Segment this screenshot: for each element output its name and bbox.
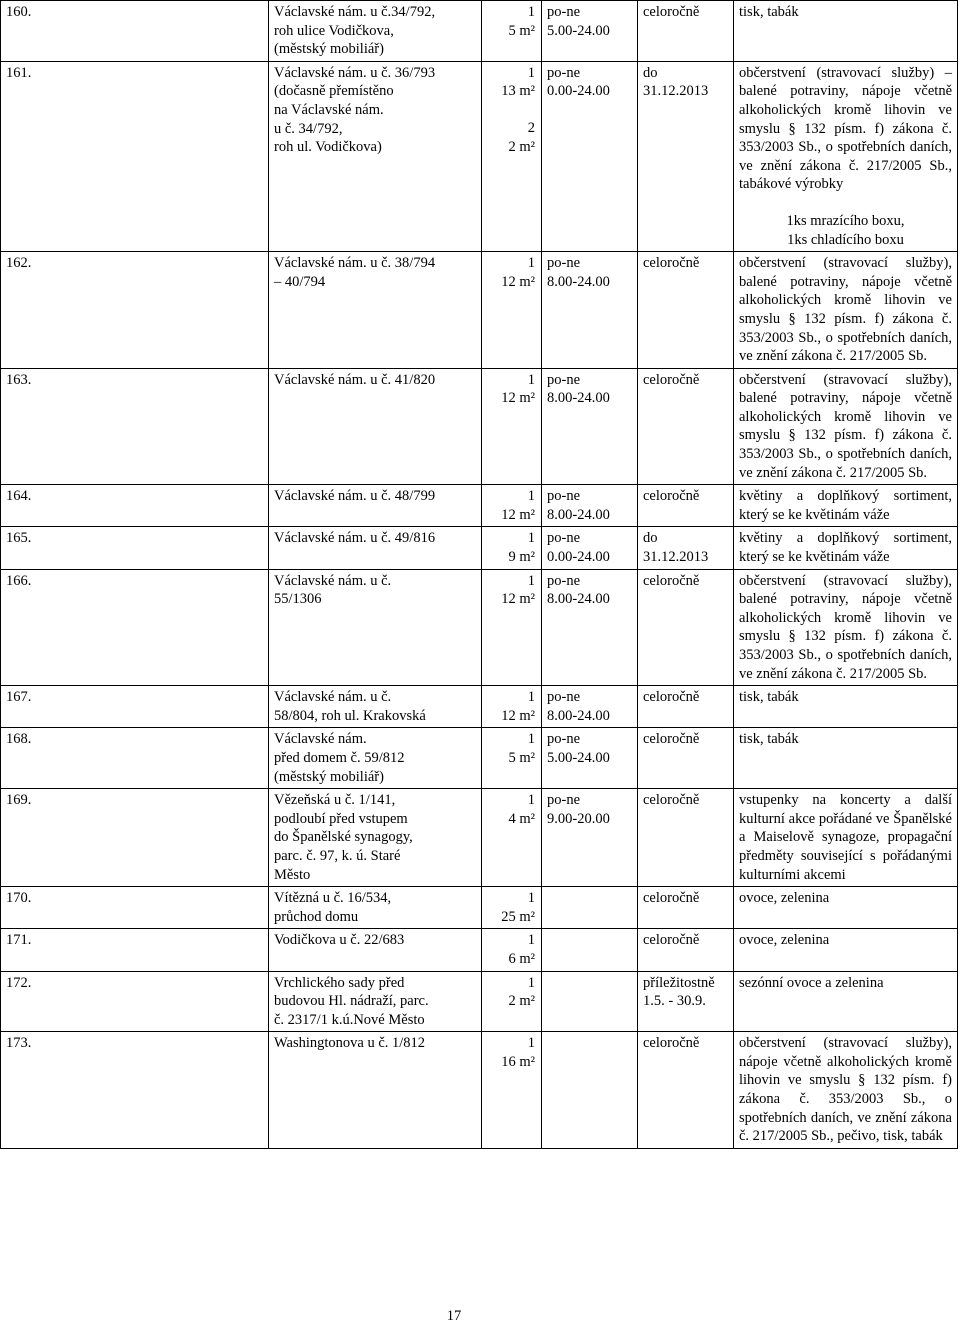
- goods-description: [734, 485, 958, 527]
- address-line: parc. č. 97, k. ú. Staré: [274, 847, 401, 864]
- address-line: průchod domu: [274, 908, 359, 925]
- goods-text: občerstvení (stravovací služby), balené potraviny, nápoje včetně alkoholických kromě lihovin ve smyslu § 132 písm. f) zákona č. 353/2003 Sb., o spotřebních daních, ve znění zákona č. 217/2005 Sb.: [739, 371, 952, 481]
- address-line: Vítězná u č. 16/534,: [274, 890, 392, 907]
- area-size: [482, 569, 542, 686]
- goods-text: květiny a doplňkový sortiment, který se ke květinám váže: [739, 488, 952, 523]
- period-line: 31.12.2013: [643, 549, 709, 566]
- address-line: před domem č. 59/812: [274, 749, 405, 766]
- area-value: 5 m²: [508, 22, 535, 39]
- area-value: 12 m²: [501, 273, 535, 290]
- area-count: 1: [527, 371, 535, 388]
- hours-line: 5.00-24.00: [547, 22, 610, 39]
- hours-line: 8.00-24.00: [547, 707, 610, 724]
- opening-hours: [542, 929, 638, 971]
- goods-text: květiny a doplňkový sortiment, který se ke květinám váže: [739, 530, 952, 566]
- period-line: do: [643, 530, 658, 547]
- area-value: 12 m²: [501, 506, 535, 523]
- period-line: celoročně: [643, 488, 700, 505]
- spacer: [487, 101, 535, 119]
- row-number: 161.: [1, 61, 269, 251]
- address-line: Václavské nám. u č. 49/816: [274, 530, 436, 547]
- area-value: 2 m²: [508, 138, 535, 155]
- location-address: [269, 368, 482, 485]
- address-line: Město: [274, 866, 311, 883]
- area-size: [482, 1, 542, 62]
- address-line: Václavské nám.: [274, 731, 367, 748]
- period-line: celoročně: [643, 792, 700, 809]
- goods-text: občerstvení (stravovací služby), balené potraviny, nápoje včetně alkoholických kromě lihovin ve smyslu § 132 písm. f) zákona č. 353/2003 Sb., o spotřebních daních, ve znění zákona č. 217/2005 Sb.: [739, 255, 952, 365]
- address-line: Václavské nám. u č. 41/820: [274, 371, 436, 388]
- address-line: Václavské nám. u č. 38/794: [274, 255, 436, 272]
- hours-line: 8.00-24.00: [547, 506, 610, 523]
- address-line: podloubí před vstupem: [274, 810, 408, 827]
- hours-line: po-ne: [547, 488, 581, 505]
- opening-hours: [542, 485, 638, 527]
- hours-line: 8.00-24.00: [547, 273, 610, 290]
- goods-description: [734, 1032, 958, 1149]
- goods-description: [734, 971, 958, 1032]
- opening-hours: [542, 789, 638, 887]
- opening-hours: [542, 887, 638, 929]
- address-line: Vrchlického sady před: [274, 974, 405, 991]
- sale-period: [638, 1032, 734, 1149]
- address-line: Václavské nám. u č. 48/799: [274, 488, 436, 505]
- sale-period: [638, 1, 734, 62]
- address-line: (městský mobiliář): [274, 41, 384, 58]
- area-value: 25 m²: [501, 908, 535, 925]
- goods-text: občerstvení (stravovací služby), balené potraviny, nápoje včetně alkoholických kromě lihovin ve smyslu § 132 písm. f) zákona č. 353/2003 Sb., o spotřebních daních, ve znění zákona č. 217/2005 Sb.: [739, 572, 952, 682]
- hours-line: 0.00-24.00: [547, 83, 610, 100]
- hours-line: po-ne: [547, 689, 581, 706]
- location-address: [269, 1, 482, 62]
- table-row: [1, 1032, 958, 1149]
- area-count: 1: [527, 731, 535, 748]
- goods-description: [734, 789, 958, 887]
- address-line: do Španělské synagogy,: [274, 829, 413, 846]
- sale-period: [638, 252, 734, 369]
- area-count: 1: [527, 1035, 535, 1052]
- goods-text: občerstvení (stravovací služby), nápoje včetně alkoholických kromě lihovin ve smyslu § 132 písm. f) zákona č. 353/2003 Sb., o spotřebních daních, ve znění zákona č. 217/2005 Sb., pečivo, tisk, tabák: [739, 1035, 952, 1145]
- row-number: 165.: [1, 527, 269, 569]
- period-line: celoročně: [643, 371, 700, 388]
- area-value: 9 m²: [508, 549, 535, 566]
- sale-period: [638, 789, 734, 887]
- row-number: 173.: [1, 1032, 269, 1149]
- table-row: [1, 485, 958, 527]
- area-size: [482, 1032, 542, 1149]
- address-line: na Václavské nám.: [274, 101, 384, 118]
- opening-hours: [542, 252, 638, 369]
- row-number: 168.: [1, 728, 269, 789]
- hours-line: po-ne: [547, 371, 581, 388]
- hours-line: po-ne: [547, 792, 581, 809]
- area-value: 13 m²: [501, 83, 535, 100]
- goods-note: 1ks chladícího boxu: [787, 231, 904, 248]
- opening-hours: [542, 1032, 638, 1149]
- area-size: [482, 61, 542, 251]
- area-count: 1: [527, 4, 535, 20]
- goods-text: občerstvení (stravovací služby) – balené potraviny, nápoje včetně alkoholických kromě lihovin ve smyslu § 132 písm. f) zákona č. 353/2003 Sb., o spotřebních daních, ve znění zákona č. 217/2005 Sb., tabákové výrobky: [739, 64, 952, 193]
- location-address: [269, 61, 482, 251]
- address-line: (městský mobiliář): [274, 768, 384, 785]
- area-count: 1: [527, 64, 535, 81]
- row-number: 170.: [1, 887, 269, 929]
- hours-line: po-ne: [547, 530, 581, 547]
- sale-period: [638, 686, 734, 728]
- goods-description: [734, 252, 958, 369]
- location-address: [269, 686, 482, 728]
- opening-hours: [542, 686, 638, 728]
- period-line: celoročně: [643, 255, 700, 272]
- area-count: 1: [527, 890, 535, 907]
- period-line: celoročně: [643, 731, 700, 748]
- table-row: [1, 686, 958, 728]
- area-size: [482, 485, 542, 527]
- area-size: [482, 887, 542, 929]
- period-line: celoročně: [643, 1035, 700, 1052]
- area-count: 1: [527, 572, 535, 589]
- area-size: [482, 789, 542, 887]
- goods-description: [734, 929, 958, 971]
- goods-text: ovoce, zelenina: [739, 932, 830, 949]
- address-line: – 40/794: [274, 273, 326, 290]
- period-line: celoročně: [643, 890, 700, 907]
- goods-note: 1ks mrazícího boxu,: [786, 212, 905, 229]
- area-value: 6 m²: [508, 950, 535, 967]
- area-value: 12 m²: [501, 707, 535, 724]
- period-line: 1.5. - 30.9.: [643, 993, 706, 1010]
- row-number: 167.: [1, 686, 269, 728]
- sale-period: [638, 527, 734, 569]
- period-line: 31.12.2013: [643, 83, 709, 100]
- address-line: roh ulice Vodičkova,: [274, 22, 394, 39]
- area-value: 12 m²: [501, 591, 535, 608]
- area-value: 4 m²: [508, 810, 535, 827]
- area-count: 1: [527, 932, 535, 949]
- address-line: Washingtonova u č. 1/812: [274, 1035, 426, 1052]
- area-count: 1: [527, 689, 535, 706]
- goods-text: tisk, tabák: [739, 4, 799, 20]
- address-line: 55/1306: [274, 591, 322, 608]
- table-row: [1, 971, 958, 1032]
- period-line: celoročně: [643, 4, 700, 20]
- hours-line: po-ne: [547, 731, 581, 748]
- hours-line: 0.00-24.00: [547, 549, 610, 566]
- hours-line: po-ne: [547, 64, 581, 81]
- location-address: [269, 527, 482, 569]
- goods-text: ovoce, zelenina: [739, 890, 830, 907]
- address-line: roh ul. Vodičkova): [274, 139, 382, 156]
- table-row: [1, 61, 958, 251]
- goods-description: [734, 1, 958, 62]
- period-line: příležitostně: [643, 974, 715, 991]
- address-line: Václavské nám. u č. 36/793: [274, 64, 436, 81]
- row-number: 164.: [1, 485, 269, 527]
- area-value: 2 m²: [508, 993, 535, 1010]
- row-number: 172.: [1, 971, 269, 1032]
- area-count: 2: [527, 119, 535, 136]
- goods-text: tisk, tabák: [739, 731, 799, 748]
- row-number: 169.: [1, 789, 269, 887]
- location-address: [269, 728, 482, 789]
- table-row: [1, 527, 958, 569]
- period-line: celoročně: [643, 932, 700, 949]
- sale-period: [638, 728, 734, 789]
- area-count: 1: [527, 488, 535, 505]
- goods-description: [734, 728, 958, 789]
- area-size: [482, 971, 542, 1032]
- goods-text: tisk, tabák: [739, 689, 799, 706]
- opening-hours: [542, 728, 638, 789]
- table-row: [1, 789, 958, 887]
- area-size: [482, 929, 542, 971]
- goods-text: sezónní ovoce a zelenina: [739, 974, 884, 991]
- address-line: č. 2317/1 k.ú.Nové Město: [274, 1011, 425, 1028]
- opening-hours: [542, 569, 638, 686]
- location-address: [269, 789, 482, 887]
- sale-period: [638, 971, 734, 1032]
- table-row: [1, 569, 958, 686]
- row-number: 166.: [1, 569, 269, 686]
- table-row: [1, 887, 958, 929]
- sale-period: [638, 569, 734, 686]
- row-number: 171.: [1, 929, 269, 971]
- sale-period: [638, 485, 734, 527]
- hours-line: 8.00-24.00: [547, 390, 610, 407]
- address-line: Václavské nám. u č.: [274, 572, 392, 589]
- location-address: [269, 252, 482, 369]
- hours-line: 5.00-24.00: [547, 749, 610, 766]
- table-body: [1, 1, 958, 1149]
- area-size: [482, 368, 542, 485]
- table-row: [1, 368, 958, 485]
- period-line: celoročně: [643, 572, 700, 589]
- sale-period: [638, 929, 734, 971]
- hours-line: 8.00-24.00: [547, 591, 610, 608]
- area-size: [482, 728, 542, 789]
- location-address: [269, 1032, 482, 1149]
- table-row: [1, 929, 958, 971]
- page-number: 17: [446, 1308, 462, 1324]
- address-line: Vodičkova u č. 22/683: [274, 932, 405, 949]
- location-address: [269, 485, 482, 527]
- row-number: 162.: [1, 252, 269, 369]
- sale-period: [638, 887, 734, 929]
- location-address: [269, 929, 482, 971]
- location-address: [269, 569, 482, 686]
- opening-hours: [542, 527, 638, 569]
- period-line: do: [643, 64, 658, 81]
- goods-text: vstupenky na koncerty a další kulturní akce pořádané ve Španělské a Maiselově synagoze, propagační předměty související s pořádanými kulturními akcemi: [739, 792, 952, 883]
- area-value: 5 m²: [508, 749, 535, 766]
- opening-hours: [542, 971, 638, 1032]
- row-number: 160.: [1, 1, 269, 62]
- table-row: [1, 1, 958, 62]
- area-size: [482, 527, 542, 569]
- location-address: [269, 971, 482, 1032]
- opening-hours: [542, 368, 638, 485]
- area-size: [482, 686, 542, 728]
- address-line: (dočasně přemístěno: [274, 83, 394, 100]
- goods-description: [734, 61, 958, 251]
- goods-description: [734, 527, 958, 569]
- hours-line: 9.00-20.00: [547, 810, 610, 827]
- address-line: Vězeňská u č. 1/141,: [274, 792, 396, 809]
- area-value: 12 m²: [501, 390, 535, 407]
- table-row: [1, 252, 958, 369]
- hours-line: po-ne: [547, 4, 581, 20]
- address-line: Václavské nám. u č.: [274, 689, 392, 706]
- address-line: 58/804, roh ul. Krakovská: [274, 707, 426, 724]
- opening-hours: [542, 61, 638, 251]
- goods-description: [734, 686, 958, 728]
- area-count: 1: [527, 530, 535, 547]
- area-count: 1: [527, 974, 535, 991]
- goods-description: [734, 569, 958, 686]
- hours-line: po-ne: [547, 572, 581, 589]
- goods-description: [734, 887, 958, 929]
- sale-period: [638, 368, 734, 485]
- address-line: Václavské nám. u č.34/792,: [274, 4, 436, 20]
- hours-line: po-ne: [547, 255, 581, 272]
- sale-period: [638, 61, 734, 251]
- area-value: 16 m²: [501, 1053, 535, 1070]
- goods-description: [734, 368, 958, 485]
- opening-hours: [542, 1, 638, 62]
- area-count: 1: [527, 792, 535, 809]
- location-address: [269, 887, 482, 929]
- area-size: [482, 252, 542, 369]
- spacer: [739, 194, 952, 212]
- address-line: budovou Hl. nádraží, parc.: [274, 993, 429, 1010]
- period-line: celoročně: [643, 689, 700, 706]
- address-line: u č. 34/792,: [274, 120, 343, 137]
- row-number: 163.: [1, 368, 269, 485]
- area-count: 1: [527, 255, 535, 272]
- table-row: [1, 728, 958, 789]
